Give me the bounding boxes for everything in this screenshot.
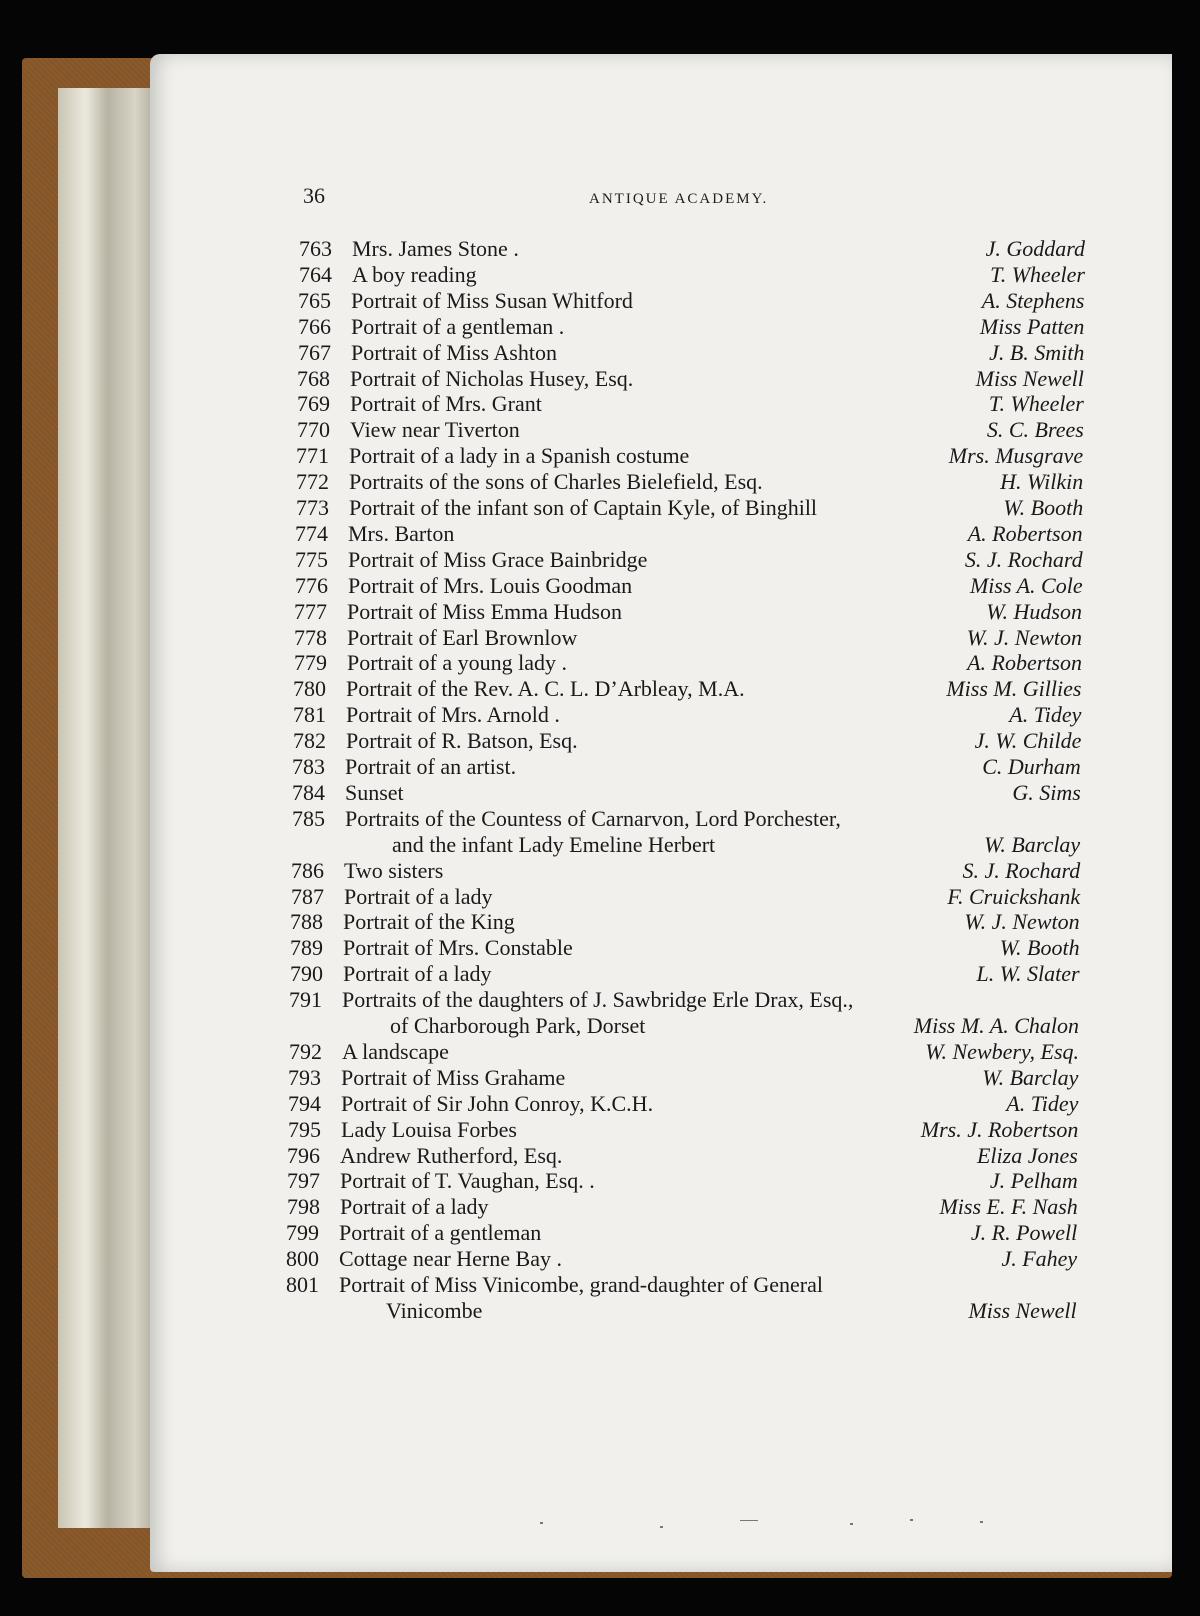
entry-number: 788 (290, 909, 323, 935)
entry-artist: W. J. Newton (964, 909, 1080, 935)
catalogue-entry (0, 236, 1200, 262)
entry-artist: W. Hudson (986, 598, 1082, 624)
catalogue-entry (0, 1246, 1200, 1272)
entry-artist: W. Barclay (982, 1064, 1079, 1090)
entry-number: 772 (296, 469, 329, 495)
catalogue-entry (0, 288, 1200, 314)
catalogue-entry (0, 702, 1200, 728)
entry-title: Portrait of R. Batson, Esq. (346, 728, 578, 754)
entry-artist: Miss E. F. Nash (939, 1194, 1078, 1220)
entry-title: Portrait of Miss Ashton (351, 339, 557, 365)
entry-number: 763 (299, 236, 332, 261)
catalogue-entry (0, 1143, 1200, 1169)
catalogue-entry (0, 469, 1200, 495)
entry-title: Portrait of Sir John Conroy, K.C.H. (341, 1090, 654, 1116)
entry-artist: S. J. Rochard (964, 546, 1083, 572)
entry-number: 774 (295, 520, 328, 546)
catalogue-entry (0, 987, 1200, 1013)
entry-title: Portrait of Earl Brownlow (347, 624, 578, 650)
entry-number: 783 (292, 754, 325, 779)
entry-title-continuation: of Charborough Park, Dorset (390, 1013, 646, 1038)
entry-title: Portrait of the King (343, 909, 515, 935)
catalogue-entry (0, 1194, 1200, 1220)
entry-number: 794 (288, 1090, 321, 1116)
entry-number: 791 (289, 987, 322, 1013)
entry-artist: J. Pelham (989, 1168, 1078, 1194)
catalogue-entry (0, 1272, 1200, 1298)
entry-title: Mrs. Barton (348, 520, 455, 546)
entry-number: 775 (295, 546, 328, 572)
entry-artist: L. W. Slater (976, 961, 1080, 987)
entry-number: 781 (293, 702, 326, 728)
entry-number: 778 (294, 624, 327, 650)
entry-number: 779 (294, 650, 327, 676)
catalogue-entry (0, 780, 1200, 806)
catalogue-entry (0, 495, 1200, 521)
catalogue-entry (0, 1117, 1200, 1143)
entry-title: Portrait of a lady in a Spanish costume (349, 443, 690, 469)
entry-title-continuation: Vinicombe (386, 1297, 483, 1323)
catalogue-entry (0, 676, 1200, 702)
entry-artist: A. Tidey (1009, 702, 1082, 728)
entry-artist: A. Robertson (967, 650, 1082, 676)
entry-title: Portrait of the infant son of Captain Kyle, of Binghill (349, 495, 818, 520)
entry-number: 793 (288, 1064, 321, 1090)
entry-artist: Miss Newell (968, 1297, 1077, 1323)
entry-title: View near Tiverton (350, 417, 520, 443)
entry-number: 773 (296, 495, 329, 520)
catalogue-entry (0, 314, 1200, 340)
entry-title-continuation: and the infant Lady Emeline Herbert (392, 831, 716, 857)
entry-number: 768 (297, 365, 330, 391)
entry-artist: W. Barclay (984, 831, 1081, 857)
entry-title: Portrait of Mrs. Arnold . (346, 702, 560, 728)
entry-number: 798 (287, 1194, 320, 1220)
entry-title: Portrait of Mrs. Constable (343, 935, 573, 961)
entry-number: 787 (291, 883, 324, 909)
entry-title: Sunset (345, 779, 404, 805)
catalogue-entry (0, 1065, 1200, 1091)
entry-title: Portrait of T. Vaughan, Esq. . (340, 1168, 595, 1194)
running-title: ANTIQUE ACADEMY. (589, 191, 769, 207)
catalogue-entry (0, 547, 1200, 573)
entry-artist: J. B. Smith (989, 339, 1085, 365)
entry-title: Andrew Rutherford, Esq. (340, 1142, 563, 1168)
entry-artist: C. Durham (982, 754, 1081, 779)
entry-title: Portrait of Mrs. Louis Goodman (348, 572, 633, 598)
entry-artist: G. Sims (1012, 779, 1081, 805)
page-specks (520, 1518, 1020, 1538)
entry-number: 776 (295, 572, 328, 598)
entry-artist: T. Wheeler (988, 391, 1084, 417)
entry-title: Portrait of a lady (343, 961, 492, 987)
entry-artist: S. C. Brees (986, 417, 1084, 443)
entry-continuation-line (0, 1298, 1200, 1324)
entry-number: 785 (292, 805, 325, 831)
catalogue-entry (0, 573, 1200, 599)
entry-number: 777 (294, 598, 327, 624)
catalogue-entry (0, 521, 1200, 547)
catalogue-entry (0, 366, 1200, 392)
catalogue-entry (0, 417, 1200, 443)
entry-title: Portrait of a young lady . (347, 650, 567, 676)
entry-title: Portrait of Miss Susan Whitford (351, 287, 633, 313)
catalogue-entry (0, 961, 1200, 987)
page-header (303, 183, 1083, 223)
entry-artist: Miss M. Gillies (946, 676, 1082, 702)
entry-artist: J. Goddard (985, 236, 1085, 261)
entry-artist: J. Fahey (1001, 1246, 1078, 1272)
entry-title: Two sisters (344, 857, 444, 883)
entry-title: Portrait of Miss Vinicombe, grand-daughter of General (339, 1272, 823, 1297)
catalogue-entry (0, 1039, 1200, 1065)
entry-artist: A. Tidey (1006, 1090, 1079, 1116)
entry-artist: J. R. Powell (970, 1220, 1078, 1246)
entry-title: Portrait of a lady (340, 1194, 489, 1220)
catalogue-entry (0, 754, 1200, 780)
entry-artist: Mrs. Musgrave (948, 443, 1084, 469)
catalogue-entry (0, 1091, 1200, 1117)
entry-number: 789 (290, 935, 323, 961)
page-number: 36 (303, 183, 325, 208)
entry-number: 795 (288, 1116, 321, 1142)
catalogue-entry (0, 625, 1200, 651)
entry-number: 784 (292, 779, 325, 805)
catalogue-entry (0, 858, 1200, 884)
entry-number: 767 (298, 339, 331, 365)
entry-title: Cottage near Herne Bay . (339, 1246, 562, 1272)
catalogue-entry (0, 443, 1200, 469)
entry-artist: Mrs. J. Robertson (920, 1116, 1079, 1142)
catalogue-entry (0, 599, 1200, 625)
entry-number: 782 (293, 728, 326, 754)
entry-artist: W. Booth (1003, 495, 1084, 520)
entry-artist: Eliza Jones (976, 1142, 1078, 1168)
entry-number: 770 (297, 417, 330, 443)
entry-title: Portrait of Miss Grace Bainbridge (348, 546, 648, 572)
entry-artist: Miss Newell (975, 365, 1084, 391)
entry-title: Portrait of the Rev. A. C. L. D’Arbleay, M.A. (346, 676, 745, 702)
entry-title: A boy reading (352, 261, 477, 287)
entry-artist: H. Wilkin (1000, 469, 1084, 495)
entry-number: 769 (297, 391, 330, 417)
entry-number: 786 (291, 857, 324, 883)
entry-title: Portrait of a gentleman (339, 1220, 542, 1246)
entry-number: 790 (290, 961, 323, 987)
entry-artist: A. Stephens (981, 287, 1085, 313)
catalogue-entry (0, 728, 1200, 754)
catalogue-entry (0, 909, 1200, 935)
entry-artist: Miss M. A. Chalon (913, 1013, 1079, 1038)
entry-number: 797 (287, 1168, 320, 1194)
entry-artist: F. Cruickshank (947, 883, 1081, 909)
entry-artist: J. W. Childe (974, 728, 1082, 754)
entry-number: 771 (296, 443, 329, 469)
entry-continuation-line (0, 832, 1200, 858)
entry-artist: W. Newbery, Esq. (925, 1038, 1079, 1064)
entry-number: 801 (286, 1272, 319, 1297)
entry-title: Mrs. James Stone . (352, 236, 519, 261)
catalogue-entry (0, 806, 1200, 832)
entry-number: 800 (286, 1246, 319, 1272)
entry-artist: W. J. Newton (966, 624, 1082, 650)
entry-title: Portrait of Nicholas Husey, Esq. (350, 365, 634, 391)
entry-number: 780 (293, 676, 326, 702)
entry-artist: T. Wheeler (990, 261, 1085, 287)
catalogue-entry (0, 884, 1200, 910)
catalogue-entry (0, 391, 1200, 417)
entry-title: Portrait of a lady (344, 883, 493, 909)
entry-number: 799 (286, 1220, 319, 1246)
entry-title: Portrait of a gentleman . (351, 313, 565, 339)
entry-artist: S. J. Rochard (962, 857, 1081, 883)
entry-number: 796 (287, 1142, 320, 1168)
catalogue-entry (0, 935, 1200, 961)
entry-title: Portraits of the Countess of Carnarvon, Lord Porchester, (345, 805, 841, 831)
entry-continuation-line (0, 1013, 1200, 1039)
entry-title: Portrait of Mrs. Grant (350, 391, 542, 417)
entry-title: A landscape (342, 1038, 449, 1064)
entry-number: 764 (299, 261, 332, 287)
entry-artist: Miss A. Cole (969, 572, 1083, 598)
catalogue-entry (0, 340, 1200, 366)
entry-number: 766 (298, 313, 331, 339)
entry-artist: W. Booth (999, 935, 1080, 961)
catalogue-entry (0, 1168, 1200, 1194)
catalogue-entry (0, 1220, 1200, 1246)
entry-title: Portrait of Miss Grahame (341, 1064, 566, 1090)
entry-title: Portrait of an artist. (345, 754, 517, 779)
entry-artist: A. Robertson (967, 520, 1083, 546)
entry-artist: Miss Patten (979, 313, 1085, 339)
entry-title: Portrait of Miss Emma Hudson (347, 598, 622, 624)
entry-number: 765 (298, 287, 331, 313)
catalogue-entry (0, 262, 1200, 288)
entry-title: Portraits of the daughters of J. Sawbridge Erle Drax, Esq., (342, 987, 854, 1013)
entry-number: 792 (289, 1038, 322, 1064)
entry-title: Lady Louisa Forbes (341, 1116, 517, 1142)
entry-title: Portraits of the sons of Charles Bielefield, Esq. (349, 469, 763, 495)
catalogue-entry (0, 650, 1200, 676)
